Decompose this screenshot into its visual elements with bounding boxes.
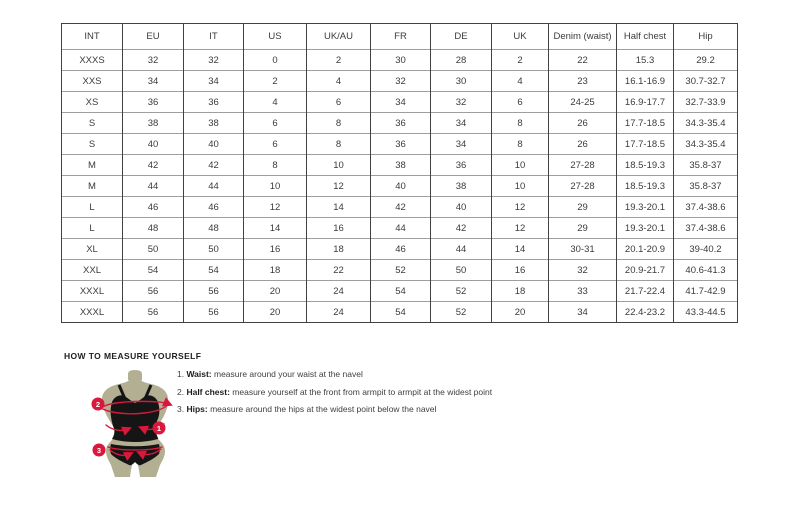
size-cell: XXXS <box>62 50 123 71</box>
size-cell: 6 <box>307 92 371 113</box>
column-header: Denim (waist) <box>549 24 617 50</box>
size-cell: 19.3-20.1 <box>617 197 674 218</box>
size-cell: 4 <box>307 71 371 92</box>
size-cell: 8 <box>492 113 549 134</box>
size-cell: 19.3-20.1 <box>617 218 674 239</box>
size-cell: 38 <box>431 176 492 197</box>
size-cell: 42 <box>123 155 184 176</box>
size-cell: 40.6-41.3 <box>674 260 738 281</box>
size-cell: 32 <box>123 50 184 71</box>
size-cell: 42 <box>431 218 492 239</box>
size-cell: S <box>62 113 123 134</box>
size-cell: 18 <box>307 239 371 260</box>
size-cell: 39-40.2 <box>674 239 738 260</box>
size-cell: 16 <box>307 218 371 239</box>
size-cell: 27-28 <box>549 176 617 197</box>
size-cell: 50 <box>431 260 492 281</box>
column-header: DE <box>431 24 492 50</box>
step-number: 1. <box>177 369 187 379</box>
size-cell: 50 <box>123 239 184 260</box>
size-cell: 40 <box>371 176 431 197</box>
size-cell: 6 <box>244 113 307 134</box>
size-cell: 37.4-38.6 <box>674 218 738 239</box>
size-cell: 46 <box>123 197 184 218</box>
size-cell: M <box>62 155 123 176</box>
size-cell: 14 <box>244 218 307 239</box>
measure-step <box>177 401 492 419</box>
size-cell: 40 <box>431 197 492 218</box>
size-cell: XXXL <box>62 302 123 323</box>
size-cell: 26 <box>549 134 617 155</box>
column-header: EU <box>123 24 184 50</box>
column-header: Hip <box>674 24 738 50</box>
size-cell: 56 <box>184 281 244 302</box>
size-cell: 8 <box>307 113 371 134</box>
badge-2-number: 2 <box>95 400 101 409</box>
size-cell: 30-31 <box>549 239 617 260</box>
size-cell: 35.8-37 <box>674 176 738 197</box>
size-row <box>62 92 738 113</box>
measure-steps <box>177 366 492 419</box>
size-cell: L <box>62 197 123 218</box>
size-cell: 36 <box>123 92 184 113</box>
size-cell: 40 <box>184 134 244 155</box>
size-cell: 14 <box>492 239 549 260</box>
step-label: Half chest: <box>186 386 233 397</box>
size-cell: 33 <box>549 281 617 302</box>
size-cell: 34 <box>184 71 244 92</box>
size-table-header <box>62 24 738 50</box>
size-chart-table <box>61 23 738 323</box>
size-cell: S <box>62 134 123 155</box>
size-cell: 16 <box>492 260 549 281</box>
size-cell: 34 <box>549 302 617 323</box>
size-cell: 43.3-44.5 <box>674 302 738 323</box>
size-cell: 32 <box>371 71 431 92</box>
size-cell: 34 <box>123 71 184 92</box>
size-cell: 16.1-16.9 <box>617 71 674 92</box>
size-row <box>62 302 738 323</box>
size-cell: 12 <box>492 218 549 239</box>
step-number: 2. <box>177 386 187 397</box>
size-cell: 12 <box>307 176 371 197</box>
size-cell: 38 <box>184 113 244 134</box>
measure-step <box>177 384 492 402</box>
size-cell: 30.7-32.7 <box>674 71 738 92</box>
column-header: IT <box>184 24 244 50</box>
size-cell: 32 <box>184 50 244 71</box>
size-cell: XXS <box>62 71 123 92</box>
step-text: measure around the hips at the widest point below the navel <box>210 404 437 414</box>
size-cell: 40 <box>123 134 184 155</box>
size-cell: 34.3-35.4 <box>674 113 738 134</box>
column-header: UK/AU <box>307 24 371 50</box>
size-cell: 44 <box>184 176 244 197</box>
size-cell: 46 <box>184 197 244 218</box>
size-cell: 17.7-18.5 <box>617 134 674 155</box>
size-cell: 8 <box>244 155 307 176</box>
size-cell: 12 <box>244 197 307 218</box>
size-cell: 41.7-42.9 <box>674 281 738 302</box>
size-cell: 34.3-35.4 <box>674 134 738 155</box>
step-text: measure around your waist at the navel <box>214 369 363 379</box>
size-cell: 22 <box>549 50 617 71</box>
size-cell: 34 <box>431 134 492 155</box>
size-cell: 29.2 <box>674 50 738 71</box>
size-row <box>62 50 738 71</box>
step-label: Waist: <box>186 369 214 379</box>
size-cell: 8 <box>492 134 549 155</box>
size-cell: 20.1-20.9 <box>617 239 674 260</box>
size-cell: 24-25 <box>549 92 617 113</box>
size-cell: 6 <box>492 92 549 113</box>
size-cell: 48 <box>184 218 244 239</box>
size-cell: 56 <box>123 302 184 323</box>
column-header: UK <box>492 24 549 50</box>
size-cell: 10 <box>492 176 549 197</box>
size-cell: 10 <box>492 155 549 176</box>
size-cell: 34 <box>371 92 431 113</box>
size-cell: 16.9-17.7 <box>617 92 674 113</box>
step-text: measure yourself at the front from armpit to armpit at the widest point <box>232 386 493 397</box>
size-cell: 22 <box>307 260 371 281</box>
size-cell: 6 <box>244 134 307 155</box>
size-cell: L <box>62 218 123 239</box>
badge-1-number: 1 <box>156 424 162 433</box>
size-cell: 50 <box>184 239 244 260</box>
size-cell: 17.7-18.5 <box>617 113 674 134</box>
size-cell: 20 <box>244 281 307 302</box>
size-cell: 48 <box>123 218 184 239</box>
size-cell: 21.7-22.4 <box>617 281 674 302</box>
size-cell: 54 <box>123 260 184 281</box>
size-table-body <box>62 50 738 323</box>
size-cell: 20 <box>492 302 549 323</box>
size-row <box>62 281 738 302</box>
size-cell: 38 <box>123 113 184 134</box>
size-cell: 16 <box>244 239 307 260</box>
size-cell: 18 <box>492 281 549 302</box>
size-cell: 36 <box>431 155 492 176</box>
size-cell: 23 <box>549 71 617 92</box>
mannequin-illustration-icon <box>84 368 176 480</box>
size-cell: 12 <box>492 197 549 218</box>
size-cell: 54 <box>371 281 431 302</box>
size-cell: 32.7-33.9 <box>674 92 738 113</box>
size-cell: 36 <box>371 134 431 155</box>
size-cell: 14 <box>307 197 371 218</box>
size-row <box>62 113 738 134</box>
size-cell: 2 <box>492 50 549 71</box>
measurement-figure <box>84 368 176 480</box>
step-label: Hips: <box>186 404 211 414</box>
size-cell: 42 <box>184 155 244 176</box>
size-cell: 2 <box>307 50 371 71</box>
size-cell: 2 <box>244 71 307 92</box>
size-cell: 18.5-19.3 <box>617 176 674 197</box>
size-cell: M <box>62 176 123 197</box>
size-cell: 27-28 <box>549 155 617 176</box>
size-cell: 30 <box>431 71 492 92</box>
size-cell: 4 <box>492 71 549 92</box>
size-cell: 54 <box>371 302 431 323</box>
size-cell: 35.8-37 <box>674 155 738 176</box>
size-cell: 54 <box>184 260 244 281</box>
size-cell: 26 <box>549 113 617 134</box>
size-cell: 10 <box>244 176 307 197</box>
size-cell: 52 <box>431 302 492 323</box>
size-cell: XXXL <box>62 281 123 302</box>
column-header: Half chest <box>617 24 674 50</box>
size-cell: 32 <box>549 260 617 281</box>
size-cell: 36 <box>184 92 244 113</box>
size-cell: 46 <box>371 239 431 260</box>
size-cell: 29 <box>549 197 617 218</box>
size-cell: XXL <box>62 260 123 281</box>
size-cell: 24 <box>307 302 371 323</box>
size-cell: 37.4-38.6 <box>674 197 738 218</box>
column-header: US <box>244 24 307 50</box>
size-cell: 34 <box>431 113 492 134</box>
size-cell: 56 <box>184 302 244 323</box>
size-cell: 44 <box>123 176 184 197</box>
size-cell: XS <box>62 92 123 113</box>
size-cell: 20 <box>244 302 307 323</box>
size-cell: 18 <box>244 260 307 281</box>
size-cell: XL <box>62 239 123 260</box>
size-row <box>62 155 738 176</box>
size-cell: 44 <box>431 239 492 260</box>
size-cell: 38 <box>371 155 431 176</box>
size-row <box>62 176 738 197</box>
size-cell: 18.5-19.3 <box>617 155 674 176</box>
size-cell: 0 <box>244 50 307 71</box>
header-row <box>62 24 738 50</box>
step-number: 3. <box>177 404 187 414</box>
size-row <box>62 134 738 155</box>
size-cell: 15.3 <box>617 50 674 71</box>
size-row <box>62 197 738 218</box>
size-cell: 44 <box>371 218 431 239</box>
size-cell: 4 <box>244 92 307 113</box>
size-cell: 32 <box>431 92 492 113</box>
size-cell: 22.4-23.2 <box>617 302 674 323</box>
badge-3-number: 3 <box>96 446 102 455</box>
measure-step <box>177 366 492 384</box>
size-row <box>62 218 738 239</box>
size-row <box>62 239 738 260</box>
column-header: INT <box>62 24 123 50</box>
size-cell: 56 <box>123 281 184 302</box>
size-cell: 10 <box>307 155 371 176</box>
size-cell: 8 <box>307 134 371 155</box>
size-cell: 24 <box>307 281 371 302</box>
size-row <box>62 71 738 92</box>
size-cell: 20.9-21.7 <box>617 260 674 281</box>
size-cell: 52 <box>371 260 431 281</box>
size-cell: 28 <box>431 50 492 71</box>
size-cell: 30 <box>371 50 431 71</box>
size-cell: 52 <box>431 281 492 302</box>
size-row <box>62 260 738 281</box>
column-header: FR <box>371 24 431 50</box>
size-cell: 36 <box>371 113 431 134</box>
size-cell: 29 <box>549 218 617 239</box>
size-cell: 42 <box>371 197 431 218</box>
measure-section-heading: HOW TO MEASURE YOURSELF <box>64 351 202 361</box>
